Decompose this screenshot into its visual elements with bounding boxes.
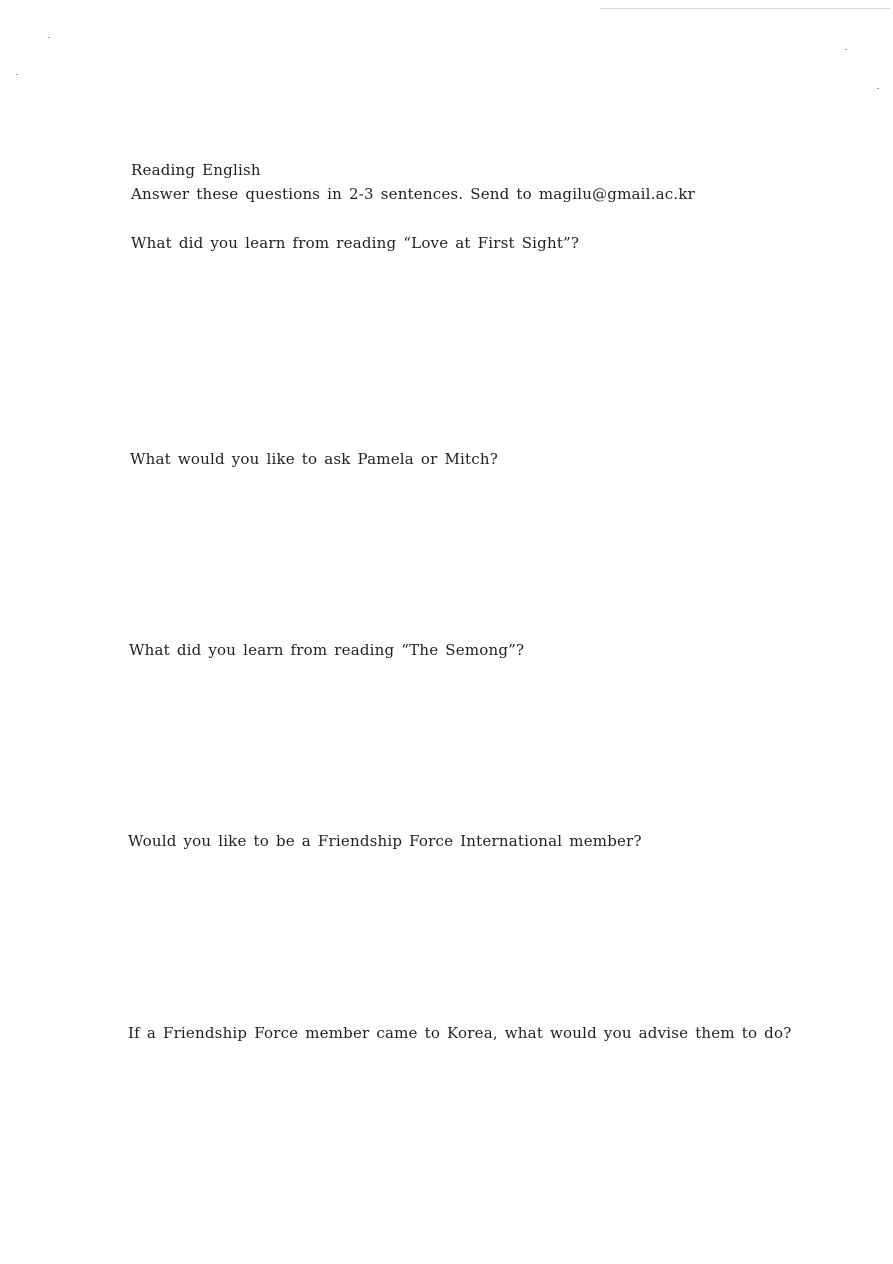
question-3: What did you learn from reading “The Semong”? [129, 641, 525, 659]
scan-speck [845, 49, 847, 50]
scan-speck [16, 74, 18, 75]
question-5: If a Friendship Force member came to Korea, what would you advise them to do? [128, 1024, 792, 1042]
scan-speck [877, 88, 879, 89]
question-4: Would you like to be a Friendship Force International member? [128, 832, 642, 850]
scan-speck [48, 37, 50, 38]
scan-artifact-line [600, 8, 890, 9]
worksheet-instructions: Answer these questions in 2-3 sentences. Send to magilu@gmail.ac.kr [131, 185, 695, 203]
question-1: What did you learn from reading “Love at First Sight”? [131, 234, 580, 252]
question-2: What would you like to ask Pamela or Mitch? [130, 450, 498, 468]
worksheet-title: Reading English [131, 161, 261, 179]
